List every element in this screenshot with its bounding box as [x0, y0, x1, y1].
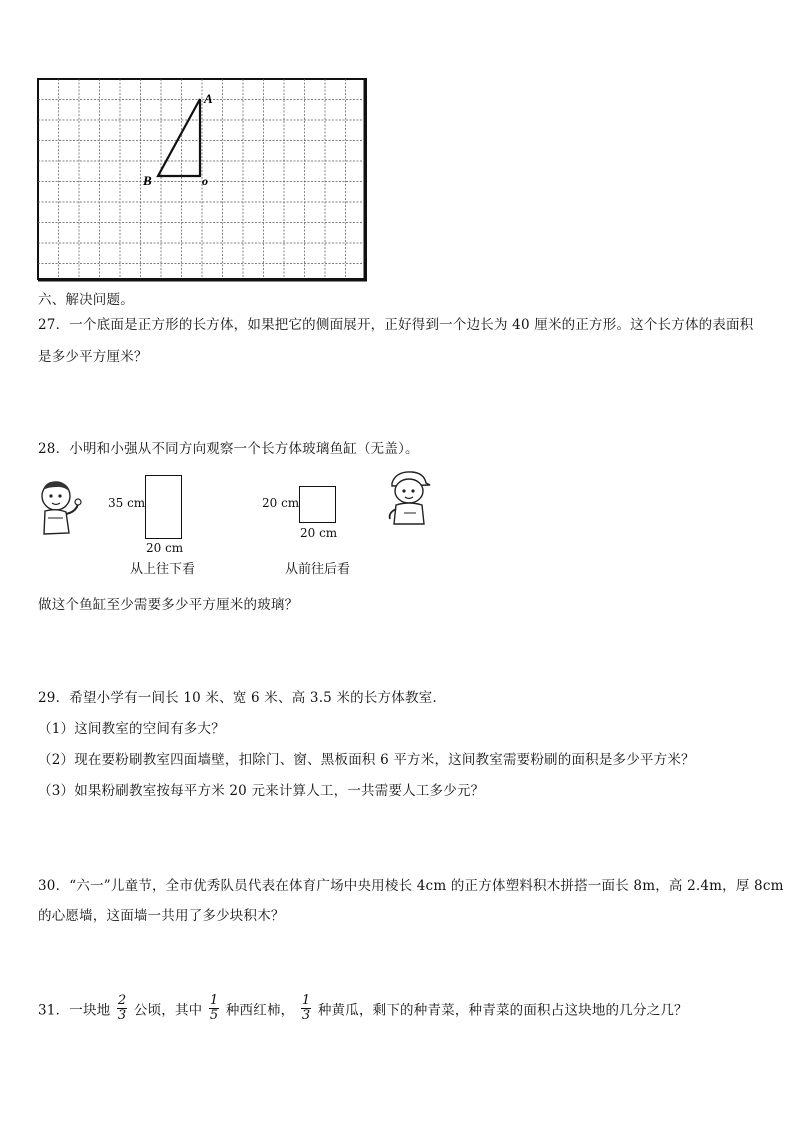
q31-frac2-num: 1 [209, 993, 219, 1008]
fig2-square [299, 486, 336, 523]
q31-frac2-den: 5 [209, 1008, 219, 1023]
q31-frac1-den: 3 [117, 1008, 127, 1023]
fig1-width-label: 20 cm [146, 541, 184, 555]
q29-sub2: （2）现在要粉刷教室四面墙壁，扣除门、窗、黑板面积 6 平方米，这间教室需要粉刷的面积是多少平方米？ [38, 752, 695, 768]
q31-frac3-num: 1 [301, 993, 311, 1008]
q31-fraction-2 [209, 994, 219, 1023]
q29-stem: 29．希望小学有一间长 10 米、宽 6 米、高 3.5 米的长方体教室. [38, 690, 437, 706]
q31-part2: 公顷，其中 [133, 1002, 203, 1019]
q31-frac3-den: 3 [301, 1008, 311, 1023]
grid-figure [36, 77, 369, 283]
boy-left-illustration [36, 478, 84, 538]
q27-line2: 是多少平方厘米？ [38, 349, 148, 365]
q30-line1: 30．“六一”儿童节，全市优秀队员代表在体育广场中央用棱长 4cm 的正方体塑料积木拼搭一面长 8m，高 2.4m，厚 8cm [38, 878, 784, 894]
boy-right-illustration [384, 469, 434, 527]
q28-question: 做这个鱼缸至少需要多少平方厘米的玻璃？ [38, 597, 299, 613]
fig2-caption: 从前往后看 [285, 562, 351, 577]
fig2-width-label: 20 cm [300, 526, 338, 540]
fig2-height-label: 20 cm [262, 496, 300, 510]
q30-line2: 的心愿墙，这面墙一共用了多少块积木？ [38, 908, 285, 924]
q31-line [38, 994, 688, 1023]
fig1-caption: 从上往下看 [130, 562, 196, 577]
q27-line1: 27．一个底面是正方形的长方体，如果把它的侧面展开，正好得到一个边长为 40 厘米的正方形。这个长方体的表面积 [38, 317, 754, 333]
q31-fraction-1 [117, 994, 127, 1023]
fig1-rectangle [145, 475, 182, 539]
label-o: o [202, 174, 208, 188]
q31-part3: 种西红柿， [225, 1002, 295, 1019]
q31-part1: 31．一块地 [38, 1002, 111, 1019]
q31-fraction-3 [301, 994, 311, 1023]
label-b: B [143, 173, 152, 188]
q31-frac1-num: 2 [117, 993, 127, 1008]
q31-part4: 种黄瓜，剩下的种青菜，种青菜的面积占这块地的几分之几？ [317, 1002, 688, 1019]
q28-stem: 28．小明和小强从不同方向观察一个长方体玻璃鱼缸（无盖）。 [38, 441, 419, 457]
q29-sub3: （3）如果粉刷教室按每平方米 20 元来计算人工，一共需要人工多少元？ [38, 783, 485, 799]
fig1-height-label: 35 cm [108, 496, 146, 510]
section-title: 六、解决问题。 [38, 292, 134, 308]
q29-sub1: （1）这间教室的空间有多大？ [38, 721, 225, 737]
label-a: A [204, 91, 213, 106]
